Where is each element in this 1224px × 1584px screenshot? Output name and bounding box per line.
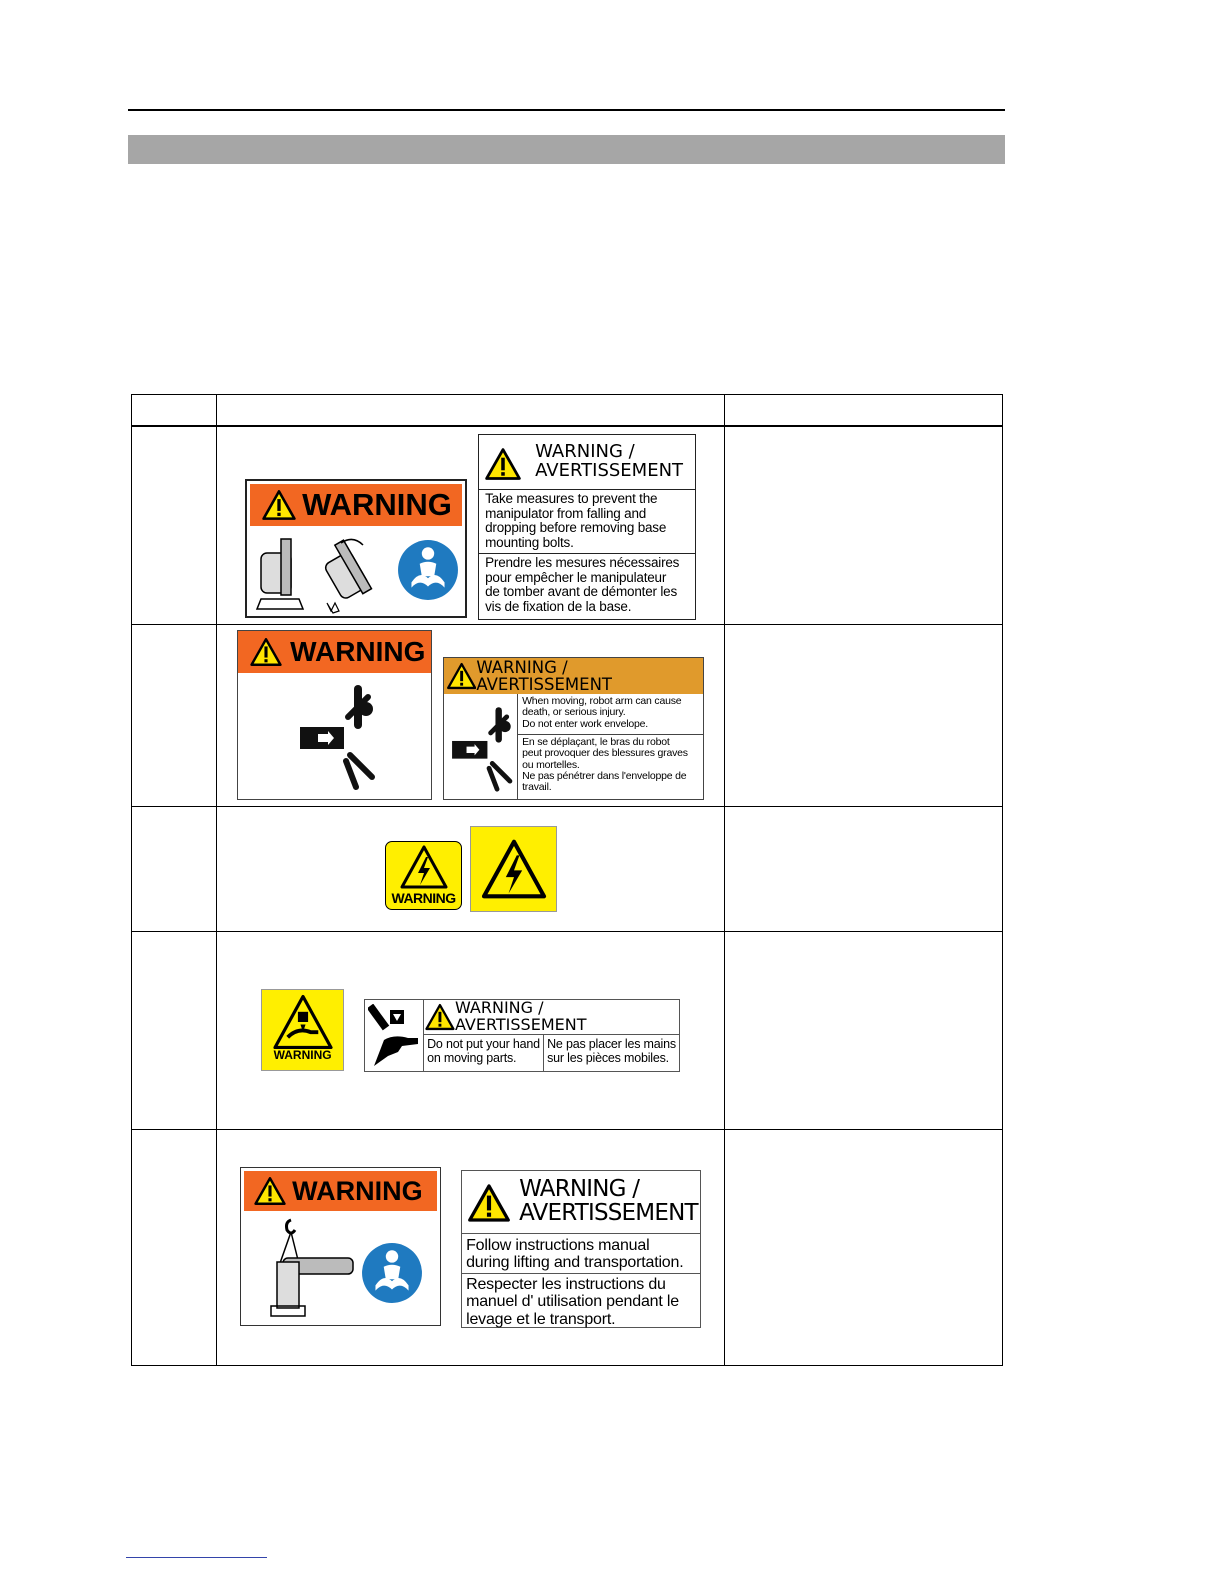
text-line: manuel d' utilisation pendant le: [466, 1293, 679, 1311]
warning-triangle-icon: [467, 1183, 511, 1223]
warning-triangle-icon: [250, 637, 282, 667]
text-line: Follow instructions manual: [466, 1237, 650, 1254]
text-line: death, or serious injury.: [522, 706, 626, 719]
bilingual-warning-label: [364, 999, 680, 1072]
header-cell-description: [724, 395, 1002, 427]
bilingual-warning-label: [443, 657, 704, 800]
row-number-cell: [132, 932, 217, 1130]
section-title-bar: [128, 135, 1005, 164]
header-rule: [128, 109, 1005, 111]
warning-header-text: WARNING: [292, 1175, 423, 1206]
description-cell: [724, 426, 1002, 625]
description-cell: [724, 932, 1002, 1130]
french-text-block: [547, 1038, 676, 1065]
warning-triangle-icon: [262, 489, 296, 521]
read-manual-icon: [397, 539, 459, 601]
text-line: de tomber avant de démonter les: [485, 584, 678, 600]
electric-shock-warning-label: [385, 841, 462, 910]
row-number-cell: [132, 1130, 217, 1366]
text-line: pour empêcher le manipulateur: [485, 569, 667, 585]
hand-pinch-icon: [368, 1004, 420, 1068]
text-line: vis de fixation de la base.: [485, 598, 632, 614]
table-row: [132, 426, 1003, 625]
warning-labels-table: [131, 394, 1003, 1366]
text-line: En se déplaçant, le bras du robot: [522, 736, 670, 748]
label-title-line1: WARNING /: [519, 1176, 640, 1202]
header-cell-label: [217, 395, 725, 427]
label-title-line2: AVERTISSEMENT: [535, 459, 684, 481]
text-line: Ne pas pénétrer dans l'enveloppe de: [522, 769, 687, 782]
table-row: [132, 807, 1003, 932]
text-line: sur les pièces mobiles.: [547, 1050, 669, 1065]
label-image-cell: [217, 426, 725, 625]
manipulator-falling-icon: [253, 533, 393, 615]
table-row: [132, 932, 1003, 1130]
french-text-block: [522, 737, 688, 794]
robot-arm-impact-icon: [296, 681, 376, 793]
warning-caption: WARNING: [391, 890, 456, 906]
text-line: When moving, robot arm can cause: [522, 695, 682, 707]
label-title-line1: WARNING /: [535, 441, 635, 462]
warning-caption: WARNING: [273, 1048, 332, 1062]
french-text-block: [485, 556, 679, 614]
text-line: Respecter les instructions du: [466, 1276, 666, 1293]
bilingual-warning-label: [478, 434, 696, 620]
warning-header-text: WARNING: [290, 636, 426, 667]
table-header-row: [132, 395, 1003, 427]
read-manual-icon: [361, 1242, 423, 1304]
row-number-cell: [132, 807, 217, 932]
pinch-hazard-warning-label: [261, 989, 344, 1071]
text-line: during lifting and transportation.: [466, 1254, 684, 1272]
label-title: WARNING / AVERTISSEMENT: [476, 657, 612, 694]
label-image-cell: [217, 807, 725, 932]
table-row: [132, 625, 1003, 807]
table-row: [132, 1130, 1003, 1366]
english-text-block: [466, 1237, 683, 1272]
label-image-cell: [217, 1130, 725, 1366]
warning-triangle-icon: [254, 1176, 286, 1206]
footer-rule: [126, 1557, 267, 1558]
label-title-line2: AVERTISSEMENT: [519, 1200, 698, 1227]
text-line: dropping before removing base: [485, 520, 667, 536]
text-line: Do not put your hand: [427, 1037, 540, 1051]
warning-triangle-icon: [425, 1003, 455, 1031]
text-line: peut provoquer des blessures graves: [522, 747, 688, 760]
text-line: Do not enter work envelope.: [522, 717, 649, 730]
label-image-cell: [217, 625, 725, 807]
description-cell: [724, 625, 1002, 807]
text-line: Prendre les mesures nécessaires: [485, 555, 680, 570]
french-text-block: [466, 1276, 679, 1328]
text-line: Take measures to prevent the: [485, 491, 658, 506]
crane-lifting-icon: [259, 1216, 359, 1322]
warning-triangle-icon: [485, 447, 521, 481]
pictogram-warning-label: [237, 630, 432, 800]
row-number-cell: [132, 426, 217, 625]
text-line: on moving parts.: [427, 1050, 517, 1065]
text-line: ou mortelles.: [522, 758, 580, 771]
pictogram-warning-label: [240, 1167, 441, 1326]
electric-shock-symbol-label: [470, 826, 557, 912]
text-line: manipulator from falling and: [485, 505, 647, 521]
english-text-block: [522, 696, 681, 730]
description-cell: [724, 807, 1002, 932]
row-number-cell: [132, 625, 217, 807]
hand-pinch-icon: [272, 994, 334, 1050]
warning-triangle-icon: [447, 662, 476, 690]
description-cell: [724, 1130, 1002, 1366]
english-text-block: [485, 492, 666, 550]
bilingual-warning-label: [461, 1170, 701, 1328]
warning-header-text: WARNING: [302, 487, 452, 522]
electric-shock-icon: [400, 845, 448, 889]
english-text-block: [427, 1038, 540, 1065]
text-line: mounting bolts.: [485, 534, 574, 550]
electric-shock-icon: [481, 839, 547, 899]
robot-arm-impact-icon: [448, 704, 514, 794]
label-title: WARNING / AVERTISSEMENT: [454, 998, 587, 1034]
label-image-cell: [217, 932, 725, 1130]
header-cell-location: [132, 395, 217, 427]
text-line: levage et le transport.: [466, 1310, 616, 1328]
text-line: Ne pas placer les mains: [547, 1037, 676, 1051]
text-line: travail.: [522, 781, 552, 794]
pictogram-warning-label: [245, 479, 467, 618]
